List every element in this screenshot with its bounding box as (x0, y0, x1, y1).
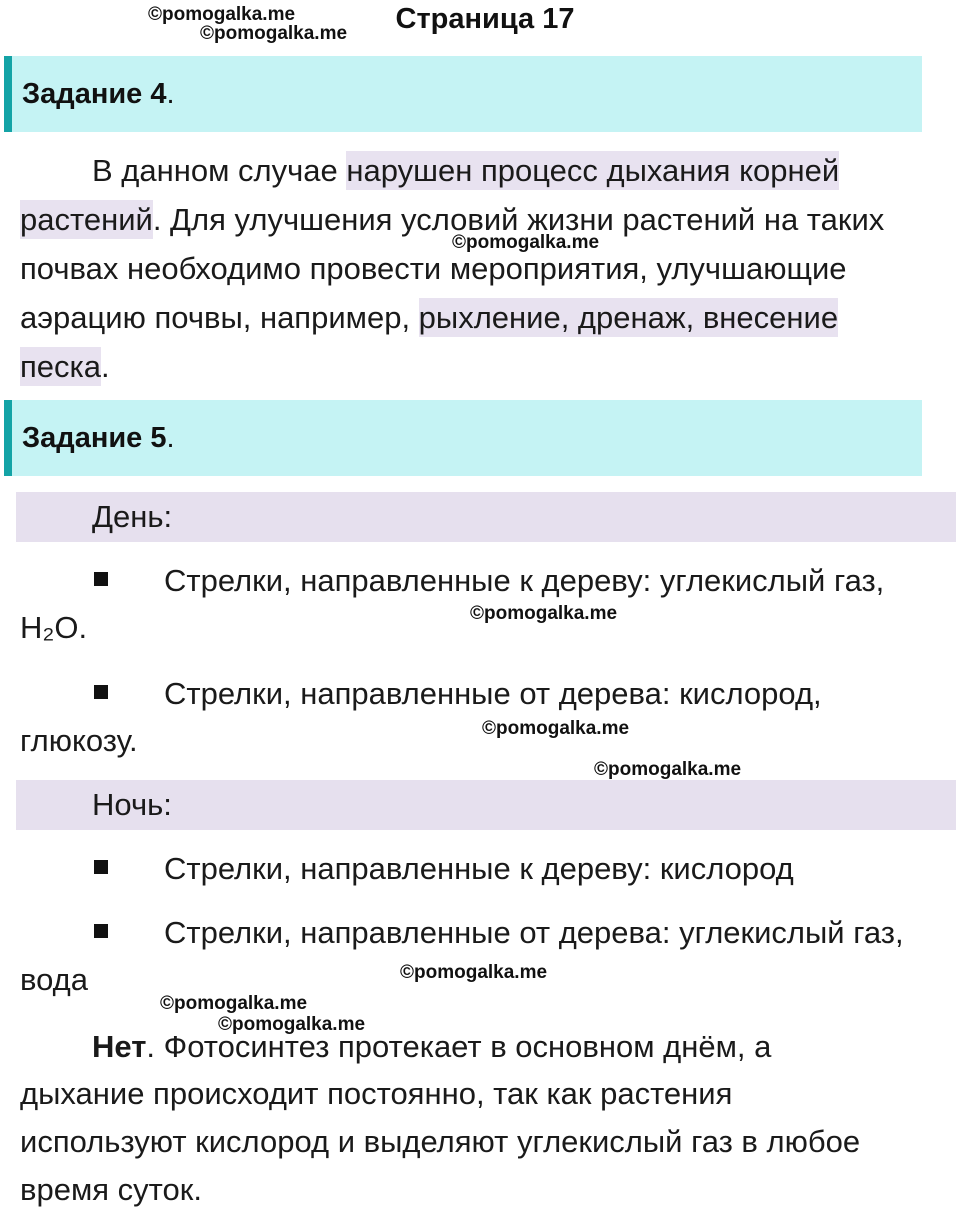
highlight-measures: рыхление, дренаж, внесение (418, 300, 839, 335)
watermark: ©pomogalka.me (452, 232, 600, 253)
day-item-2-cont: глюкозу. (20, 723, 138, 758)
watermark: ©pomogalka.me (148, 4, 296, 25)
night-item-2-cont: вода (20, 962, 89, 997)
task-4-title: Задание 4 (22, 78, 167, 110)
day-item-2: Стрелки, направленные от дерева: кислород, (164, 676, 822, 711)
answer-line-3: используют кислород и выделяют углекислый газ в любое (20, 1124, 861, 1159)
task-5-title-dot: . (166, 422, 175, 454)
page-title: Страница 17 (395, 3, 575, 35)
night-item-1: Стрелки, направленные к дереву: кислород (164, 851, 794, 886)
task-4-text: аэрацию почвы, например, (20, 300, 419, 335)
highlight-root-respiration: нарушен процесс дыхания корней (346, 153, 840, 188)
watermark: ©pomogalka.me (470, 603, 618, 624)
task-5-title: Задание 5 (22, 422, 167, 454)
watermark: ©pomogalka.me (400, 962, 548, 983)
highlight-measures-cont: песка (20, 349, 102, 384)
watermark: ©pomogalka.me (200, 23, 348, 44)
bullet-icon (94, 924, 108, 938)
bullet-icon (94, 572, 108, 586)
watermark: ©pomogalka.me (482, 718, 630, 739)
bullet-icon (94, 860, 108, 874)
watermark: ©pomogalka.me (218, 1014, 366, 1035)
task-4-paragraph (20, 146, 940, 391)
task-4-text: почвах необходимо провести мероприятия, улучшающие (20, 251, 847, 286)
day-item-1-cont: H₂O. (20, 610, 88, 645)
bullet-icon (94, 685, 108, 699)
watermark: ©pomogalka.me (594, 759, 742, 780)
answer-line-1 (92, 1027, 771, 1067)
task-4-end: . (101, 349, 110, 384)
day-item-1: Стрелки, направленные к дереву: углекислый газ, (164, 563, 885, 598)
watermark: ©pomogalka.me (160, 993, 308, 1014)
answer-line-4: время суток. (20, 1172, 202, 1207)
day-section-label: День: (16, 492, 956, 542)
task-5-header (4, 400, 922, 476)
task-4-intro: В данном случае (92, 153, 347, 188)
task-4-text: . Для улучшения условий жизни растений на таких (152, 202, 885, 237)
night-item-2: Стрелки, направленные от дерева: углекислый газ, (164, 915, 904, 950)
task-4-title-dot: . (166, 78, 175, 110)
highlight-root-respiration-cont: растений (20, 202, 153, 237)
answer-bold: Нет (92, 1029, 147, 1064)
answer-text: . Фотосинтез протекает в основном днём, а (146, 1029, 772, 1064)
answer-line-2: дыхание происходит постоянно, так как растения (20, 1076, 733, 1111)
night-section-label: Ночь: (16, 780, 956, 830)
task-4-header (4, 56, 922, 132)
